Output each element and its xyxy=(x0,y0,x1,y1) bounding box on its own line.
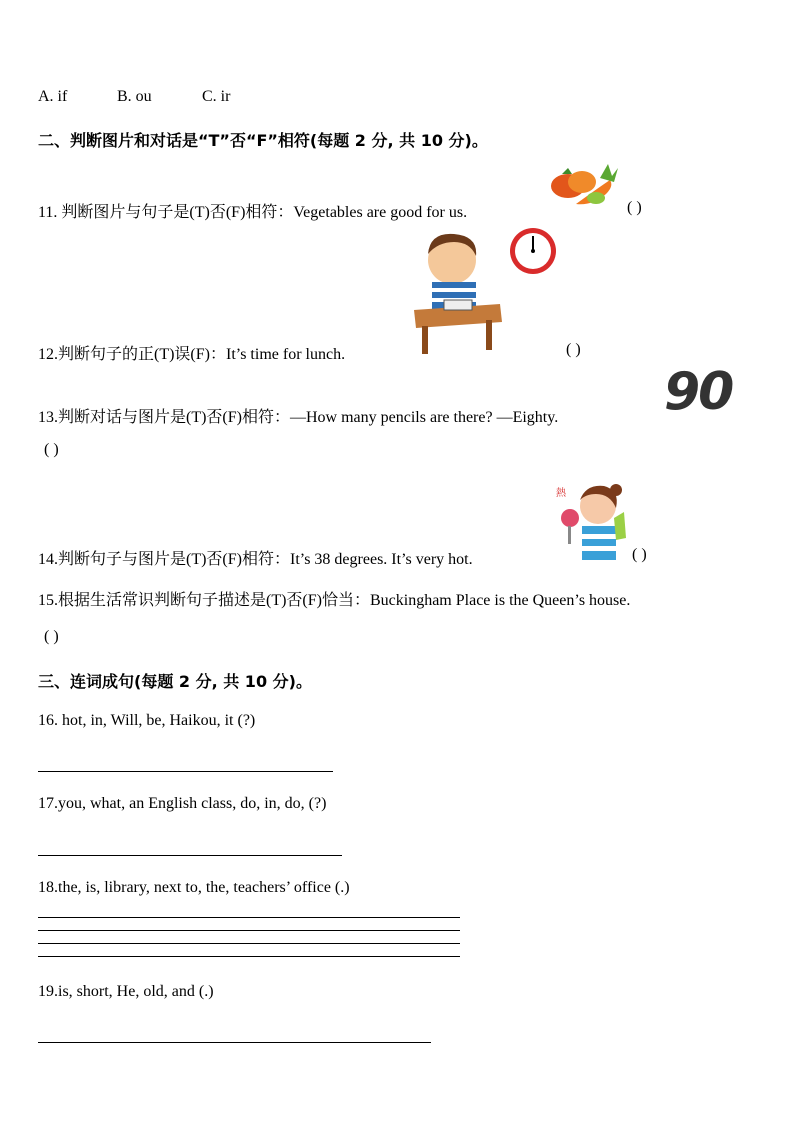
question-14: 14.判断句子与图片是(T)否(F)相符：It’s 38 degrees. It’s very hot. xyxy=(38,551,473,568)
number-picture: 90 xyxy=(664,362,733,422)
answer-line-18a[interactable] xyxy=(38,917,460,918)
option-c: C. ir xyxy=(202,88,231,105)
question-12: 12.判断句子的正(T)误(F)：It’s time for lunch. xyxy=(38,346,346,363)
answer-paren-15[interactable]: ( ) xyxy=(44,628,59,645)
question-19: 19.is, short, He, old, and (.) xyxy=(38,983,214,1000)
question-18: 18.the, is, library, next to, the, teachers’ office (.) xyxy=(38,879,350,896)
section2-title: 二、判断图片和对话是“T”否“F”相符(每题 2 分, 共 10 分)。 xyxy=(38,131,488,150)
answer-line-16[interactable] xyxy=(38,771,333,772)
answer-line-18d[interactable] xyxy=(38,956,460,957)
boy-eating-lunch-icon xyxy=(410,228,506,356)
question-17: 17.you, what, an English class, do, in, do, (?) xyxy=(38,795,327,812)
hot-sign: 熱 xyxy=(556,488,566,499)
vegetables-icon xyxy=(548,158,618,212)
answer-paren-11[interactable]: ( ) xyxy=(627,199,642,216)
clock-icon xyxy=(508,226,558,276)
answer-line-18b[interactable] xyxy=(38,930,460,931)
section3-title: 三、连词成句(每题 2 分, 共 10 分)。 xyxy=(38,672,312,691)
answer-paren-13[interactable]: ( ) xyxy=(44,441,59,458)
question-11: 11. 判断图片与句子是(T)否(F)相符：Vegetables are good for us. xyxy=(38,204,468,221)
option-a: A. if xyxy=(38,88,68,105)
question-13: 13.判断对话与图片是(T)否(F)相符：—How many pencils are there? —Eighty. xyxy=(38,409,559,426)
answer-paren-12[interactable]: ( ) xyxy=(566,341,581,358)
option-b: B. ou xyxy=(117,88,152,105)
answer-paren-14[interactable]: ( ) xyxy=(632,546,647,563)
question-16: 16. hot, in, Will, be, Haikou, it (?) xyxy=(38,712,256,729)
answer-line-18c[interactable] xyxy=(38,943,460,944)
answer-line-19[interactable] xyxy=(38,1042,431,1043)
question-15: 15.根据生活常识判断句子描述是(T)否(F)恰当：Buckingham Place is the Queen’s house. xyxy=(38,592,631,609)
answer-line-17[interactable] xyxy=(38,855,342,856)
